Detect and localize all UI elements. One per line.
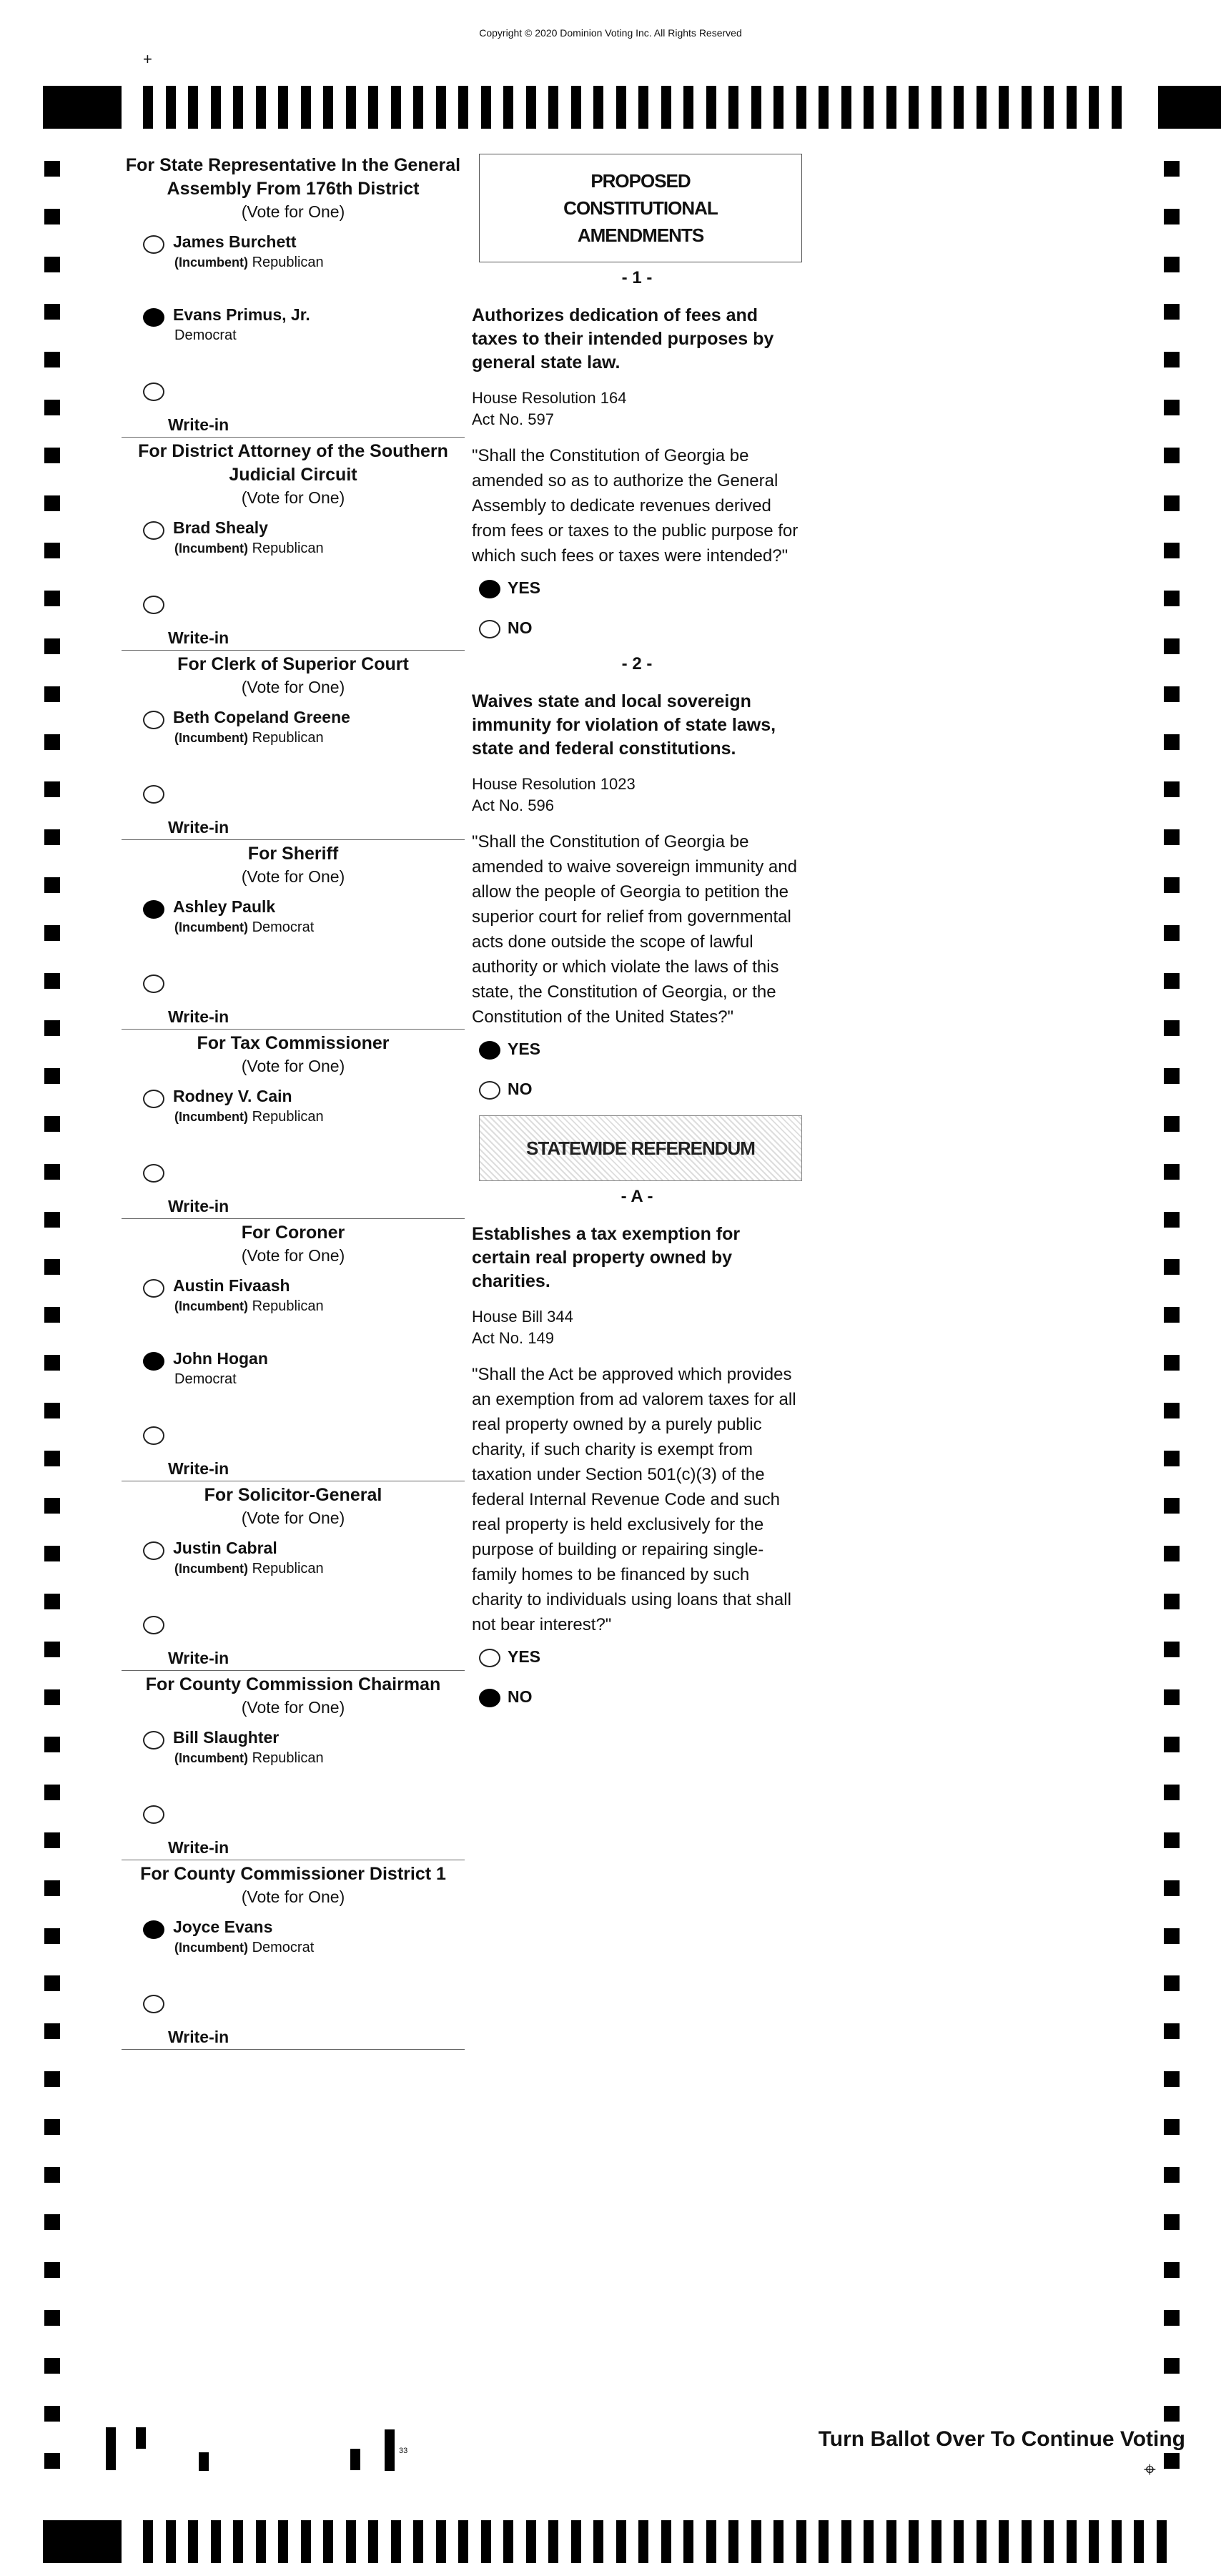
filled-oval[interactable] xyxy=(479,1689,500,1707)
party-label: Republican xyxy=(252,1750,324,1766)
amendments-header: PROPOSED CONSTITUTIONAL AMENDMENTS xyxy=(479,154,802,262)
candidate-option[interactable] xyxy=(122,1537,465,1602)
empty-oval[interactable] xyxy=(479,620,500,638)
party-label: Democrat xyxy=(174,327,237,343)
option-label: YES xyxy=(508,1647,541,1666)
candidate-option[interactable] xyxy=(122,706,465,771)
filled-oval[interactable] xyxy=(479,580,500,598)
write-in-option[interactable] xyxy=(122,368,465,440)
resolution-number: House Resolution 164 xyxy=(472,389,627,407)
candidate-option[interactable] xyxy=(122,1348,465,1412)
incumbent-label: (Incumbent) xyxy=(174,1751,248,1765)
candidate-party xyxy=(174,919,314,936)
candidate-option[interactable] xyxy=(122,896,465,960)
contest xyxy=(122,653,465,842)
candidate-party xyxy=(174,1298,324,1315)
empty-oval[interactable] xyxy=(143,1995,164,2013)
empty-oval[interactable] xyxy=(143,1731,164,1750)
option-no[interactable] xyxy=(472,613,802,648)
candidate-name: Justin Cabral xyxy=(173,1539,277,1557)
candidate-party xyxy=(174,1940,314,1956)
crosshair-icon: ⌖ xyxy=(1144,2458,1156,2482)
question-reference xyxy=(472,388,802,430)
write-in-line xyxy=(122,1029,465,1030)
write-in-label: Write-in xyxy=(168,415,229,434)
candidate-option[interactable] xyxy=(122,1275,465,1339)
write-in-label: Write-in xyxy=(168,818,229,837)
question-reference xyxy=(472,774,802,816)
write-in-option[interactable] xyxy=(122,1412,465,1484)
candidate-name: Ashley Paulk xyxy=(173,897,276,916)
write-in-option[interactable] xyxy=(122,771,465,842)
question-text: "Shall the Constitution of Georgia be amended so as to authorize the General Assembly to dedicate revenues derived from fees or taxes to the public purpose for which such fees or taxes were intended?" xyxy=(472,446,799,566)
contest xyxy=(122,440,465,653)
write-in-option[interactable] xyxy=(122,1980,465,2052)
candidate-party xyxy=(174,255,324,271)
question-number: - A - xyxy=(621,1187,653,1206)
empty-oval[interactable] xyxy=(143,1426,164,1445)
empty-oval[interactable] xyxy=(143,1616,164,1634)
incumbent-label: (Incumbent) xyxy=(174,1110,248,1124)
vote-for-instruction: (Vote for One) xyxy=(241,678,345,696)
candidate-name: Austin Fivaash xyxy=(173,1276,290,1295)
party-label: Republican xyxy=(252,541,324,556)
vote-for-instruction: (Vote for One) xyxy=(241,1698,345,1717)
empty-oval[interactable] xyxy=(143,1279,164,1298)
vote-for-instruction: (Vote for One) xyxy=(241,488,345,507)
contest-title: For Tax Commissioner xyxy=(197,1033,390,1053)
candidate-party xyxy=(174,1750,324,1767)
resolution-number: House Bill 344 xyxy=(472,1308,573,1326)
incumbent-label: (Incumbent) xyxy=(174,1940,248,1955)
contest-title: For Coroner xyxy=(241,1223,345,1243)
filled-oval[interactable] xyxy=(143,1352,164,1371)
candidate-option[interactable] xyxy=(122,304,465,368)
candidate-option[interactable] xyxy=(122,517,465,581)
referendum xyxy=(472,1187,802,1717)
act-number: Act No. 596 xyxy=(472,796,554,814)
candidate-name: John Hogan xyxy=(173,1349,268,1368)
candidate-party xyxy=(174,730,324,746)
contest xyxy=(122,154,465,440)
option-label: NO xyxy=(508,618,533,637)
referendum-header: STATEWIDE REFERENDUM xyxy=(479,1115,802,1181)
write-in-label: Write-in xyxy=(168,1459,229,1478)
contest xyxy=(122,1484,465,1673)
incumbent-label: (Incumbent) xyxy=(174,920,248,934)
write-in-label: Write-in xyxy=(168,2028,229,2046)
question-title: Establishes a tax exemption for certain real property owned by charities. xyxy=(472,1224,741,1291)
contest-title: For County Commissioner District 1 xyxy=(140,1864,446,1884)
contest xyxy=(122,1032,465,1221)
contest-title: For District Attorney of the Southern Judicial Circuit xyxy=(138,441,448,485)
write-in-label: Write-in xyxy=(168,1007,229,1026)
filled-oval[interactable] xyxy=(143,308,164,327)
vote-for-instruction: (Vote for One) xyxy=(241,1057,345,1075)
party-label: Republican xyxy=(252,730,324,746)
party-label: Democrat xyxy=(252,1940,315,1955)
empty-oval[interactable] xyxy=(143,974,164,993)
contest-title: For State Representative In the General Assembly From 176th District xyxy=(125,155,461,199)
empty-oval[interactable] xyxy=(143,711,164,729)
write-in-label: Write-in xyxy=(168,1197,229,1215)
write-in-line xyxy=(122,1670,465,1671)
vote-for-instruction: (Vote for One) xyxy=(241,1887,345,1906)
vote-for-instruction: (Vote for One) xyxy=(241,1509,345,1527)
batch-number: 33 xyxy=(399,2447,408,2455)
contest xyxy=(122,1221,465,1484)
contest xyxy=(122,1673,465,1862)
ballot-questions xyxy=(472,154,802,1717)
contest xyxy=(122,842,465,1032)
empty-oval[interactable] xyxy=(143,1164,164,1183)
option-label: NO xyxy=(508,1080,533,1098)
filled-oval[interactable] xyxy=(143,900,164,919)
incumbent-label: (Incumbent) xyxy=(174,541,248,556)
contest-title: For County Commission Chairman xyxy=(145,1674,441,1694)
candidate-party xyxy=(174,1561,324,1577)
candidate-name: Brad Shealy xyxy=(173,518,268,537)
candidate-option[interactable] xyxy=(122,1916,465,1980)
party-label: Democrat xyxy=(252,919,315,935)
question-number: - 1 - xyxy=(621,268,653,287)
registration-plus-mark: + xyxy=(143,50,152,68)
write-in-line xyxy=(122,839,465,840)
candidate-name: Rodney V. Cain xyxy=(173,1087,292,1105)
write-in-line xyxy=(122,2049,465,2050)
amendment xyxy=(472,654,802,1110)
write-in-line xyxy=(122,650,465,651)
empty-oval[interactable] xyxy=(143,521,164,540)
write-in-option[interactable] xyxy=(122,1150,465,1221)
candidate-name: Beth Copeland Greene xyxy=(173,708,350,726)
write-in-option[interactable] xyxy=(122,1602,465,1673)
candidate-name: James Burchett xyxy=(173,232,297,251)
right-timing-marks xyxy=(1164,0,1180,2431)
candidate-name: Evans Primus, Jr. xyxy=(173,305,310,324)
question-number: - 2 - xyxy=(621,654,653,673)
vote-for-instruction: (Vote for One) xyxy=(241,202,345,221)
question-text: "Shall the Constitution of Georgia be amended to waive sovereign immunity and allow the people of Georgia to petition the superior court for relief from governmental acts done outside the scope of lawful authority or which violate the laws of this state, the Constitution of Georgia, or the Constitution of the United States?" xyxy=(472,832,797,1027)
empty-oval[interactable] xyxy=(479,1081,500,1100)
contest-title: For Clerk of Superior Court xyxy=(177,654,409,674)
option-label: NO xyxy=(508,1687,533,1706)
empty-oval[interactable] xyxy=(143,1090,164,1108)
empty-oval[interactable] xyxy=(479,1649,500,1667)
candidate-name: Joyce Evans xyxy=(173,1918,273,1936)
write-in-label: Write-in xyxy=(168,1649,229,1667)
write-in-option[interactable] xyxy=(122,1791,465,1862)
empty-oval[interactable] xyxy=(143,1805,164,1824)
amendment xyxy=(472,268,802,648)
empty-oval[interactable] xyxy=(143,596,164,614)
act-number: Act No. 597 xyxy=(472,410,554,428)
candidate-option[interactable] xyxy=(122,231,465,295)
option-yes[interactable] xyxy=(472,1034,802,1070)
option-no[interactable] xyxy=(472,1074,802,1110)
question-reference xyxy=(472,1306,802,1349)
option-yes[interactable] xyxy=(472,573,802,608)
candidate-option[interactable] xyxy=(122,1727,465,1791)
party-label: Democrat xyxy=(174,1371,237,1387)
incumbent-label: (Incumbent) xyxy=(174,1299,248,1313)
party-label: Republican xyxy=(252,1298,324,1314)
bottom-timing-marks xyxy=(0,2520,1221,2563)
incumbent-label: (Incumbent) xyxy=(174,255,248,270)
filled-oval[interactable] xyxy=(479,1041,500,1060)
incumbent-label: (Incumbent) xyxy=(174,1561,248,1576)
candidate-party xyxy=(174,1109,324,1125)
contest-title: For Sheriff xyxy=(247,844,339,864)
candidate-party xyxy=(174,327,237,344)
option-yes[interactable] xyxy=(472,1642,802,1677)
vote-for-instruction: (Vote for One) xyxy=(241,867,345,886)
question-text: "Shall the Act be approved which provides an exemption from ad valorem taxes for all real property owned by a purely public charity, if such charity is exempt from taxation under Section 501(c)(3) of the federal Internal Revenue Code and such real property is held exclusively for the purpose of building or repairing single-family homes to be financed by such charity to individuals using loans that shall not bear interest?" xyxy=(472,1365,796,1634)
candidate-party xyxy=(174,541,324,557)
top-timing-marks xyxy=(0,86,1221,129)
option-label: YES xyxy=(508,1040,541,1058)
party-label: Republican xyxy=(252,255,324,270)
empty-oval[interactable] xyxy=(143,1541,164,1560)
question-title: Authorizes dedication of fees and taxes to their intended purposes by general state law. xyxy=(472,305,774,372)
candidate-party xyxy=(174,1371,237,1388)
party-label: Republican xyxy=(252,1561,324,1576)
copyright-notice: Copyright © 2020 Dominion Voting Inc. All Rights Reserved xyxy=(479,27,742,39)
write-in-line xyxy=(122,1218,465,1219)
empty-oval[interactable] xyxy=(143,785,164,804)
left-timing-marks xyxy=(44,0,60,2431)
act-number: Act No. 149 xyxy=(472,1329,554,1347)
party-label: Republican xyxy=(252,1109,324,1125)
write-in-option[interactable] xyxy=(122,960,465,1032)
candidate-name: Bill Slaughter xyxy=(173,1728,280,1747)
option-label: YES xyxy=(508,578,541,597)
question-title: Waives state and local sovereign immunity for violation of state laws, state and federal constitutions. xyxy=(472,691,776,759)
option-no[interactable] xyxy=(472,1682,802,1717)
contest-title: For Solicitor-General xyxy=(204,1485,382,1505)
vote-for-instruction: (Vote for One) xyxy=(241,1246,345,1265)
write-in-label: Write-in xyxy=(168,1838,229,1857)
resolution-number: House Resolution 1023 xyxy=(472,775,636,793)
empty-oval[interactable] xyxy=(143,383,164,401)
turn-ballot-over-text: Turn Ballot Over To Continue Voting xyxy=(818,2427,1185,2451)
candidate-option[interactable] xyxy=(122,1085,465,1150)
write-in-line xyxy=(122,437,465,438)
empty-oval[interactable] xyxy=(143,235,164,254)
contest xyxy=(122,1862,465,2052)
filled-oval[interactable] xyxy=(143,1920,164,1939)
bottom-id-marks xyxy=(0,2409,429,2481)
incumbent-label: (Incumbent) xyxy=(174,731,248,745)
candidate-contests xyxy=(122,154,465,2052)
write-in-option[interactable] xyxy=(122,581,465,653)
write-in-label: Write-in xyxy=(168,628,229,647)
